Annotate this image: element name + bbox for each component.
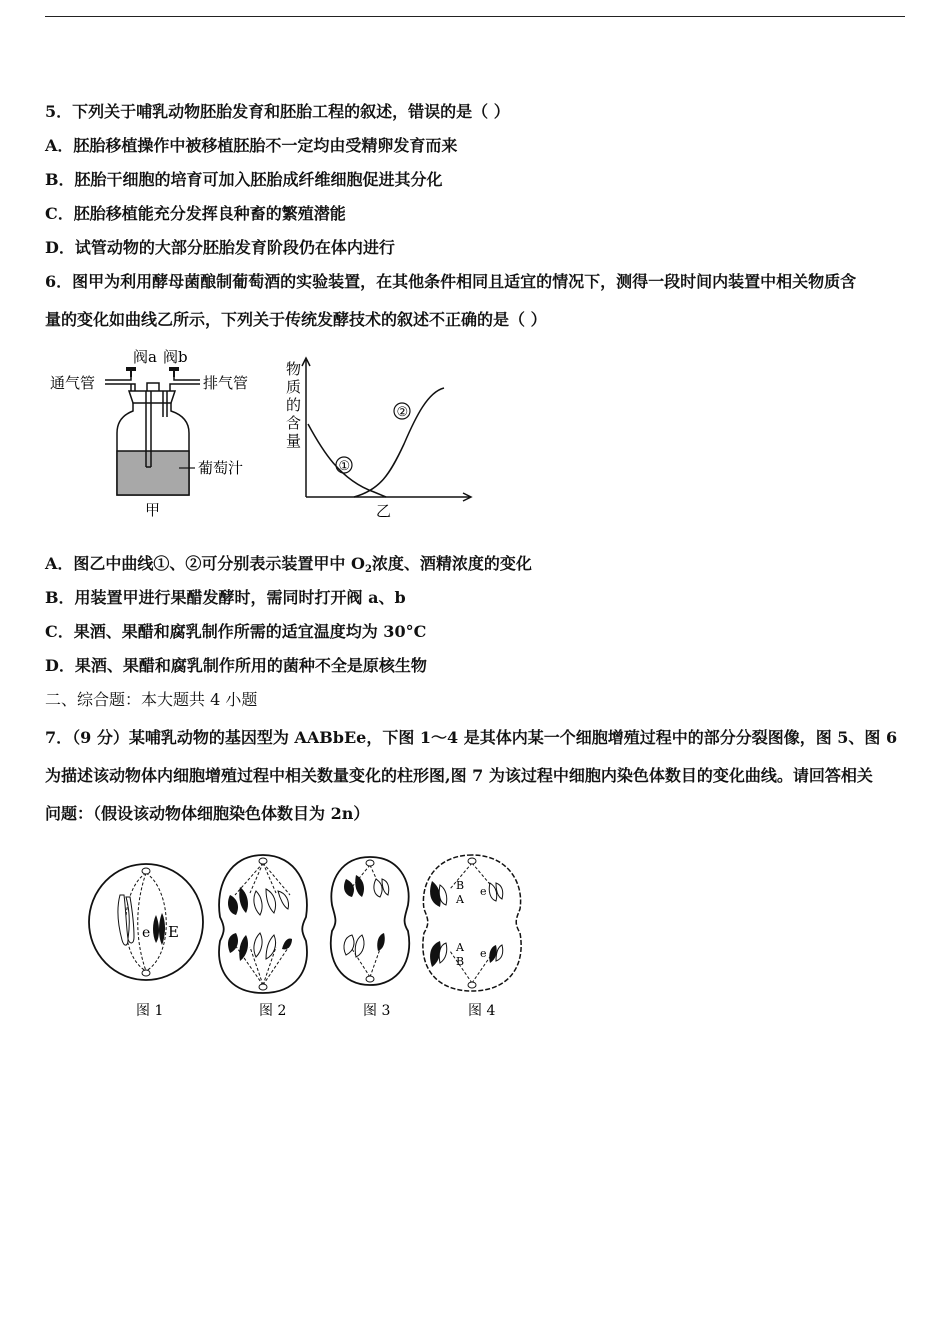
valve-b-icon	[169, 367, 179, 371]
q6-option-a: A．图乙中曲线①、②可分别表示装置甲中 $O_2$浓度、酒精浓度的变化	[45, 554, 532, 575]
caption-fig1: 图 1	[136, 1003, 164, 1019]
section-2-heading: 二、综合题：本大题共 4 小题	[45, 690, 258, 709]
q7-stem-line3: 问题：（假设该动物体细胞染色体数目为 2n）	[45, 804, 370, 823]
cell-figure-2	[219, 855, 307, 993]
caption-fig3: 图 3	[363, 1003, 391, 1019]
curve-2-label: ②	[396, 405, 409, 420]
q5-stem: 5．下列关于哺乳动物胚胎发育和胚胎工程的叙述，错误的是（ ）	[45, 102, 510, 121]
q7-stem-line1: 7．（9 分）某哺乳动物的基因型为 AABbEe，下图 1～4 是其体内某一个细胞增殖过程中的部分分裂图像，图 5、图 6	[45, 728, 898, 747]
caption-jia: 甲	[145, 501, 161, 519]
caption-fig2: 图 2	[259, 1003, 287, 1019]
q5-option-c: C．胚胎移植能充分发挥良种畜的繁殖潜能	[45, 204, 346, 223]
cell-figure-1	[89, 864, 203, 980]
q6-option-c: C．果酒、果醋和腐乳制作所需的适宜温度均为 30°C	[45, 622, 427, 641]
svg-text:e: e	[480, 885, 487, 898]
cell-figure-3	[331, 857, 410, 985]
valve-a-icon	[126, 367, 136, 371]
q6-option-d: D．果酒、果醋和腐乳制作所用的菌种不全是原核生物	[45, 656, 427, 675]
svg-text:质: 质	[286, 378, 302, 396]
q6-stem-line1: 6．图甲为利用酵母菌酿制葡萄酒的实验装置，在其他条件相同且适宜的情况下，测得一段时间内装置中相关物质含	[45, 272, 857, 291]
svg-text:B: B	[456, 879, 465, 892]
q5-option-d: D．试管动物的大部分胚胎发育阶段仍在体内进行	[45, 238, 395, 257]
juice-label: 葡萄汁	[198, 459, 244, 477]
q7-stem-line2: 为描述该动物体内细胞增殖过程中相关数量变化的柱形图,图 7 为该过程中细胞内染色体数目的变化曲线。请回答相关	[45, 766, 873, 785]
caption-fig4: 图 4	[468, 1003, 496, 1019]
svg-text:量: 量	[286, 432, 302, 450]
svg-text:E: E	[168, 923, 179, 941]
svg-text:A: A	[456, 941, 464, 954]
svg-text:e: e	[480, 947, 487, 960]
curve-1-label: ①	[338, 459, 351, 474]
svg-text:e: e	[142, 925, 151, 941]
q5-option-b: B．胚胎干细胞的培育可加入胚胎成纤维细胞促进其分化	[45, 170, 443, 189]
yi-ylabel	[286, 360, 301, 450]
svg-text:B: B	[456, 955, 465, 968]
inlet-label: 通气管	[50, 374, 96, 392]
q6-stem-line2: 量的变化如曲线乙所示，下列关于传统发酵技术的叙述不正确的是（ ）	[45, 310, 547, 329]
valve-a-label: 阀a	[133, 348, 157, 366]
cell-division-figures	[80, 845, 530, 1025]
outlet-label: 排气管	[203, 374, 249, 392]
q6-option-b: B．用装置甲进行果醋发酵时，需同时打开阀 a、b	[45, 588, 406, 607]
caption-yi: 乙	[376, 502, 392, 520]
header-rule	[45, 16, 905, 17]
svg-text:物: 物	[286, 360, 302, 378]
svg-text:A: A	[456, 893, 464, 906]
valve-b-label: 阀b	[163, 348, 188, 366]
cell-figure-4	[423, 855, 521, 991]
svg-text:的: 的	[286, 396, 302, 414]
svg-text:含: 含	[286, 414, 302, 432]
q5-option-a: A．胚胎移植操作中被移植胚胎不一定均由受精卵发育而来	[45, 136, 458, 155]
figure-jia-apparatus	[45, 345, 275, 520]
figure-yi-curves	[280, 352, 480, 520]
